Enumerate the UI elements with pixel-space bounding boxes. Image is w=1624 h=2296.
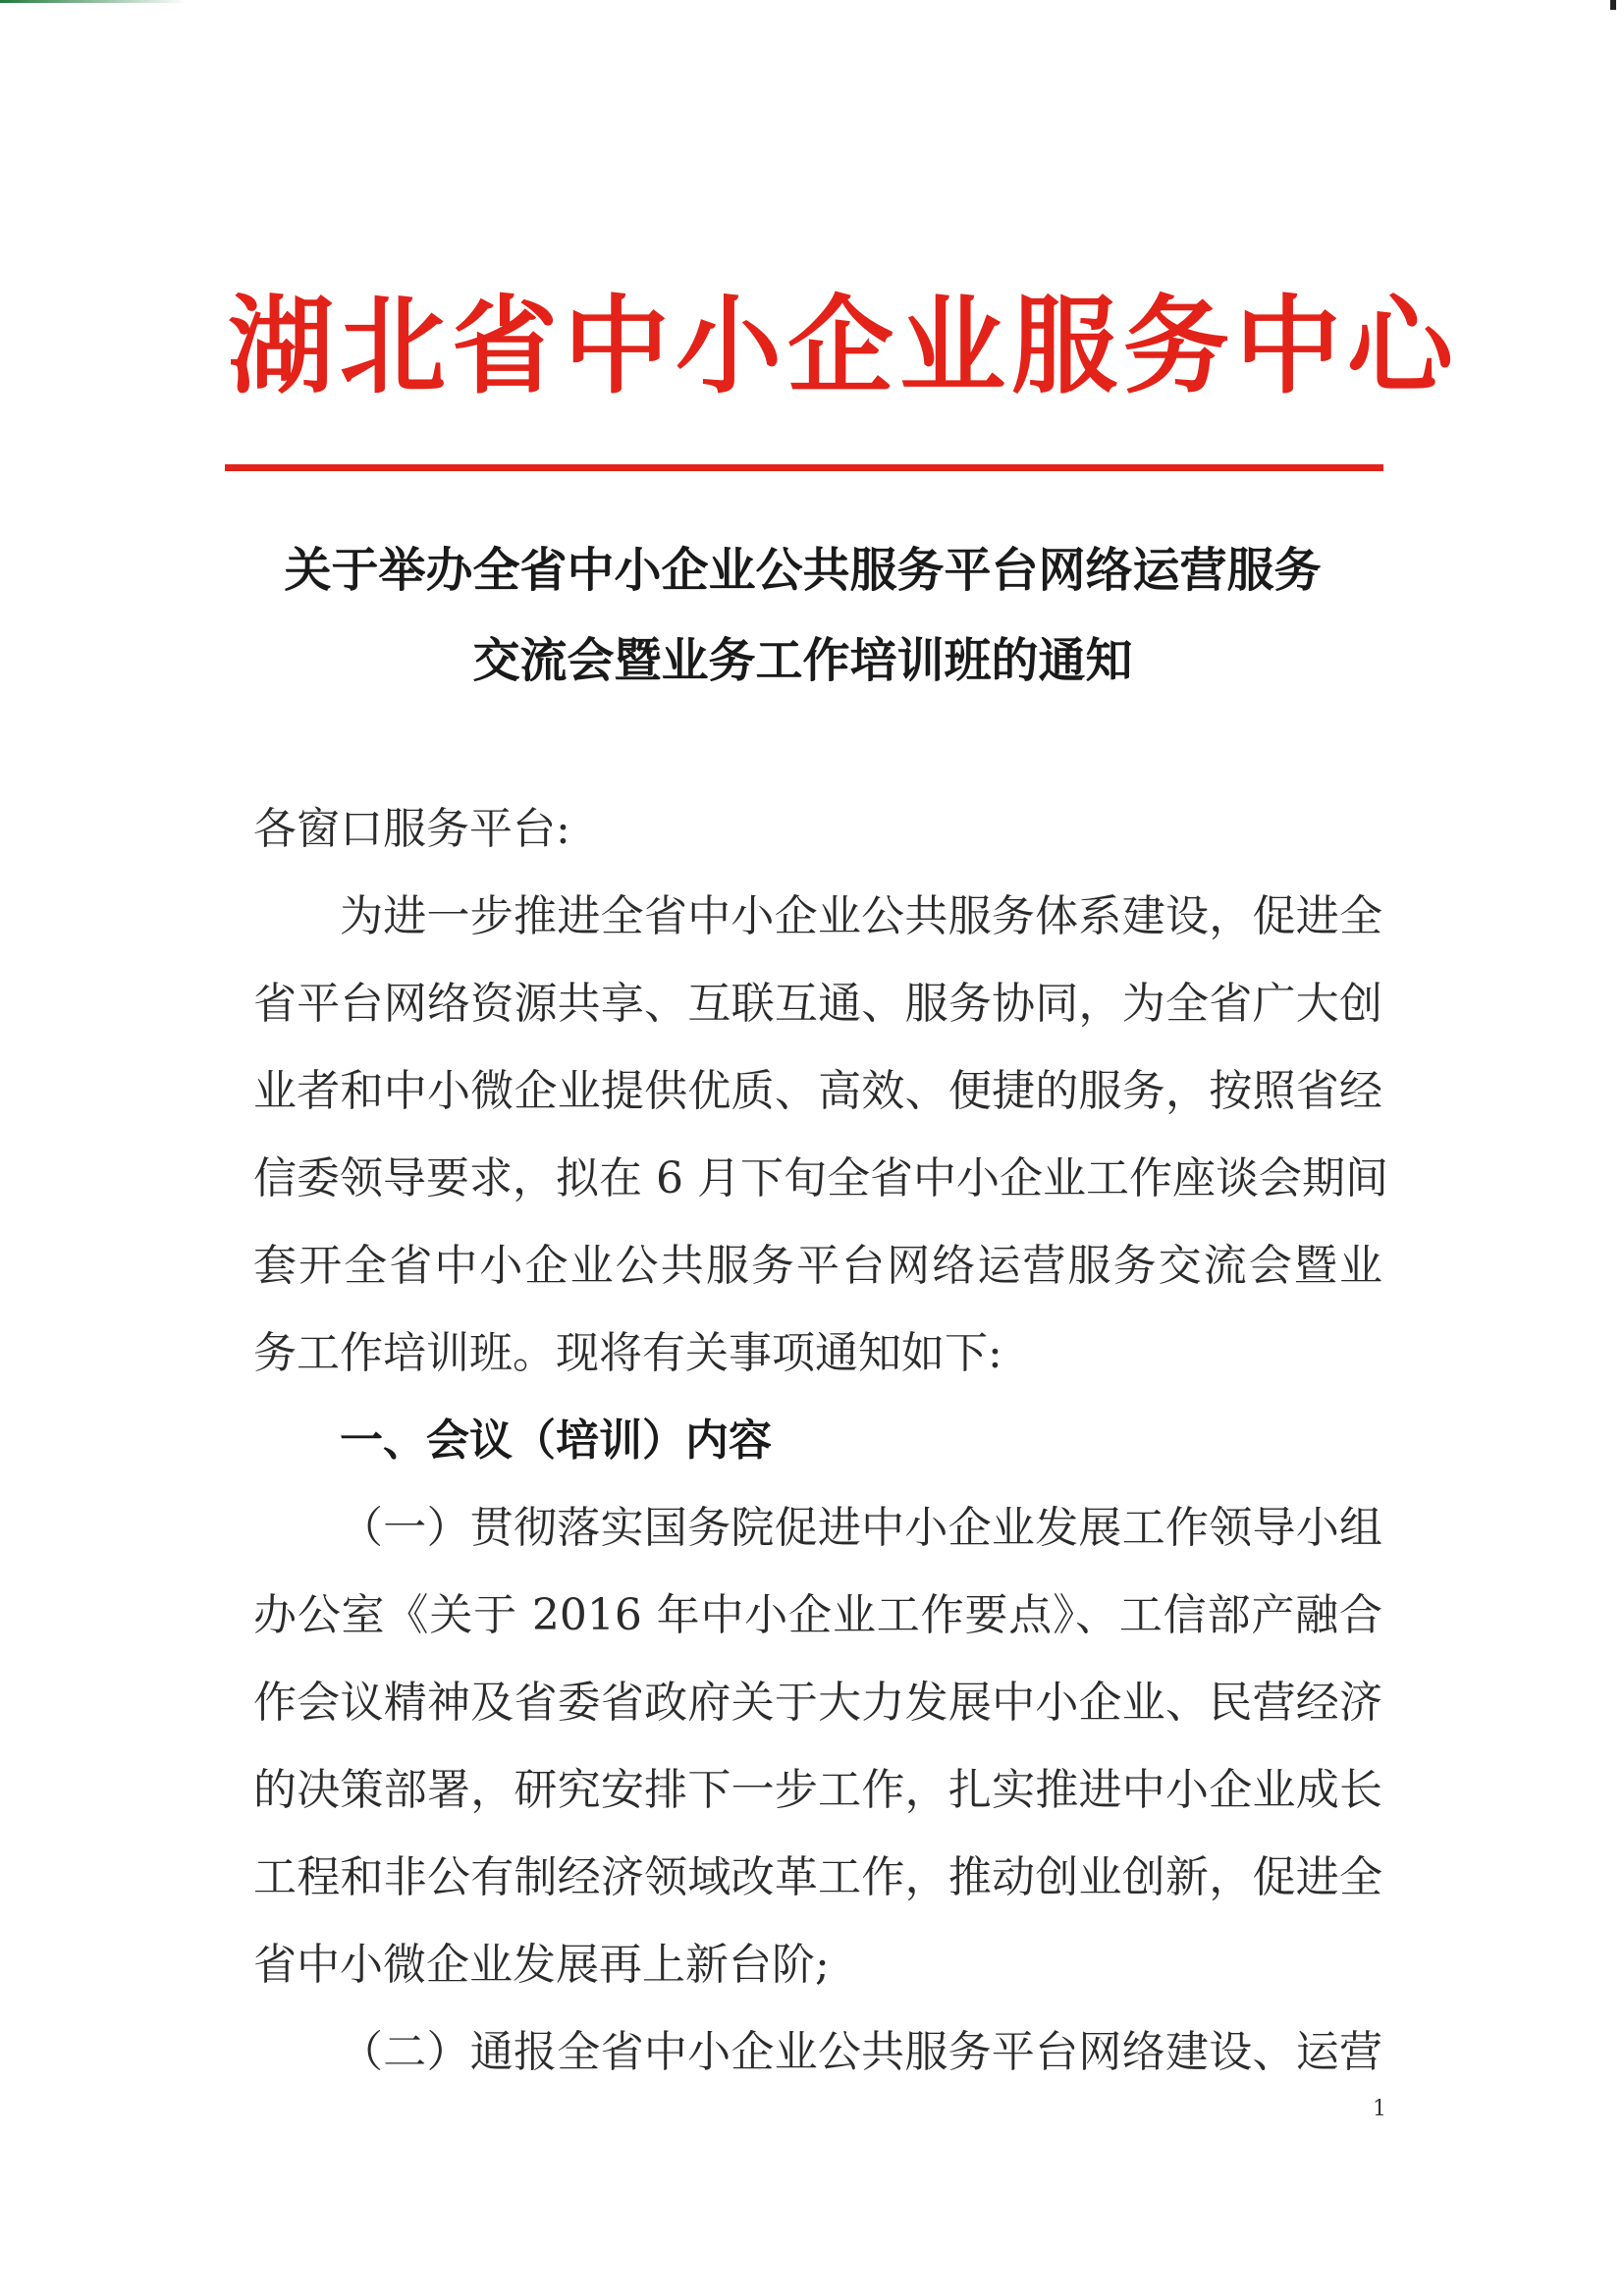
intro-line-2: 省平台网络资源共享、互联互通、服务协同，为全省广大创 [253,979,1382,1029]
item1-line-3: 作会议精神及省委省政府关于大力发展中小企业、民营经济 [253,1678,1382,1728]
intro-line-3: 业者和中小微企业提供优质、高效、便捷的服务，按照省经 [253,1066,1382,1116]
letterhead-title: 湖北省中小企业服务中心 [228,285,1460,408]
intro-line-1: 为进一步推进全省中小企业公共服务体系建设，促进全 [340,891,1382,941]
intro-line-5: 套开全省中小企业公共服务平台网络运营服务交流会暨业 [253,1241,1382,1291]
salutation: 各窗口服务平台: [253,804,570,854]
item2-line-1: （二）通报全省中小企业公共服务平台网络建设、运营 [340,2027,1382,2077]
item1-line-1: （一）贯彻落实国务院促进中小企业发展工作领导小组 [340,1503,1382,1553]
document-body [253,785,1388,2096]
item1-line-4: 的决策部署，研究安排下一步工作，扎实推进中小企业成长 [253,1765,1382,1815]
item1-line-5: 工程和非公有制经济领域改革工作，推动创业创新，促进全 [253,1852,1382,1902]
page-number: 1 [1373,2097,1386,2121]
scan-edge-mark [0,0,187,3]
item1-line-2: 办公室《关于 2016 年中小企业工作要点》、工信部产融合 [253,1590,1382,1640]
section-heading-1: 一、会议（培训）内容 [340,1415,772,1466]
item1-line-6: 省中小微企业发展再上新台阶; [253,1940,830,1990]
document-title-line-1: 关于举办全省中小企业公共服务平台网络运营服务 [284,543,1322,598]
intro-line-6: 务工作培训班。现将有关事项通知如下: [253,1328,1002,1378]
document-title-line-2: 交流会暨业务工作培训班的通知 [472,633,1133,688]
intro-line-4: 信委领导要求，拟在 6 月下旬全省中小企业工作座谈会期间 [253,1153,1388,1203]
scan-dot-mark [1610,0,1616,10]
document-title [216,525,1389,706]
letterhead-red-rule [225,464,1383,471]
